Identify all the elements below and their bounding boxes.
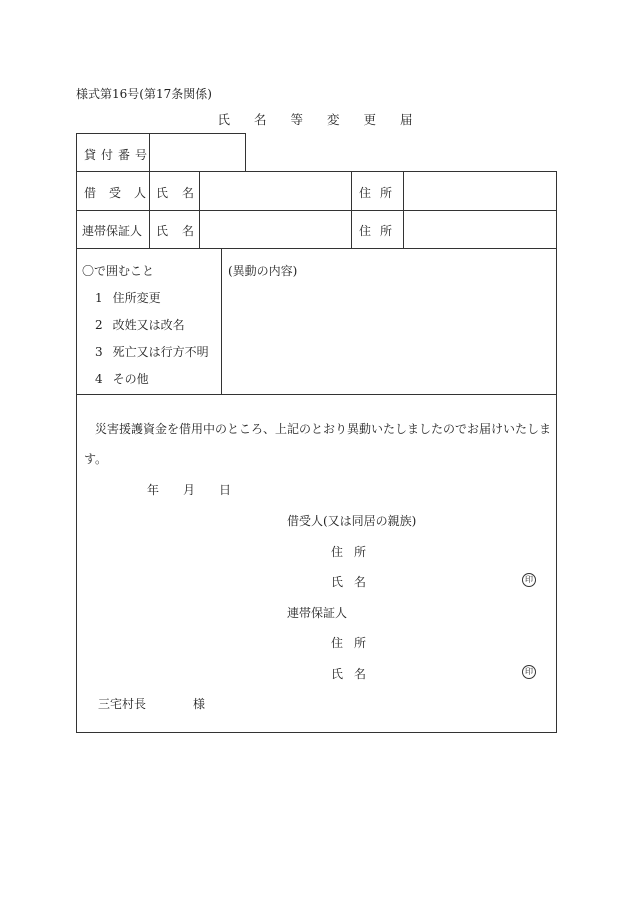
guarantor-address-label: 住所 bbox=[359, 224, 402, 238]
seal-icon: 印 bbox=[522, 573, 536, 587]
title-char: 等 bbox=[290, 112, 303, 127]
loan-number-label: 貸付番号 bbox=[84, 148, 153, 162]
borrower-name-label: 氏名 bbox=[156, 186, 209, 200]
honorific: 様 bbox=[193, 697, 206, 711]
borrower-label: 借受人 bbox=[84, 186, 160, 200]
guarantor-sign-address: 住所 bbox=[331, 636, 378, 650]
seal-icon: 印 bbox=[522, 665, 536, 679]
guarantor-sign-name: 氏名 bbox=[331, 667, 378, 681]
guarantor-label: 連帯保証人 bbox=[82, 224, 143, 238]
change-option[interactable] bbox=[95, 343, 209, 360]
option-number: 3 bbox=[95, 345, 103, 359]
date-day-label: 日 bbox=[219, 483, 232, 497]
change-option[interactable] bbox=[95, 289, 161, 306]
change-option[interactable] bbox=[95, 316, 185, 333]
title-char: 変 bbox=[326, 112, 340, 127]
date-year-label: 年 bbox=[147, 483, 160, 497]
statement-line-1: 災害援護資金を借用中のところ、上記のとおり異動いたしましたのでお届けいたしま bbox=[95, 422, 552, 436]
borrower-sign-name: 氏名 bbox=[331, 575, 378, 589]
option-text: 住所変更 bbox=[112, 291, 161, 305]
borrower-sign-label: 借受人(又は同居の親族) bbox=[287, 514, 417, 528]
borrower-sign-address: 住所 bbox=[331, 545, 378, 559]
addressee: 三宅村長 bbox=[98, 697, 147, 711]
form-caption: 様式第16号(第17条関係) bbox=[76, 87, 212, 101]
change-details-field[interactable] bbox=[228, 282, 548, 387]
borrower-address-label: 住所 bbox=[359, 186, 402, 200]
guarantor-name-label: 氏名 bbox=[156, 224, 209, 238]
option-number: 4 bbox=[95, 372, 103, 386]
date-month-label: 月 bbox=[183, 483, 196, 497]
title-char: 氏 bbox=[217, 112, 230, 127]
title-char: 届 bbox=[399, 112, 413, 127]
change-details-label: (異動の内容) bbox=[228, 264, 298, 278]
title-char: 更 bbox=[363, 112, 376, 127]
form-title bbox=[0, 110, 630, 128]
option-number: 2 bbox=[95, 318, 103, 332]
change-option[interactable] bbox=[95, 370, 149, 387]
title-char: 名 bbox=[253, 112, 267, 127]
circle-instruction: 〇で囲むこと bbox=[82, 264, 155, 278]
option-number: 1 bbox=[95, 291, 103, 305]
option-text: その他 bbox=[112, 372, 149, 386]
guarantor-sign-label: 連帯保証人 bbox=[287, 606, 348, 620]
option-text: 改姓又は改名 bbox=[112, 318, 185, 332]
option-text: 死亡又は行方不明 bbox=[112, 345, 209, 359]
statement-line-2: す。 bbox=[84, 452, 108, 466]
